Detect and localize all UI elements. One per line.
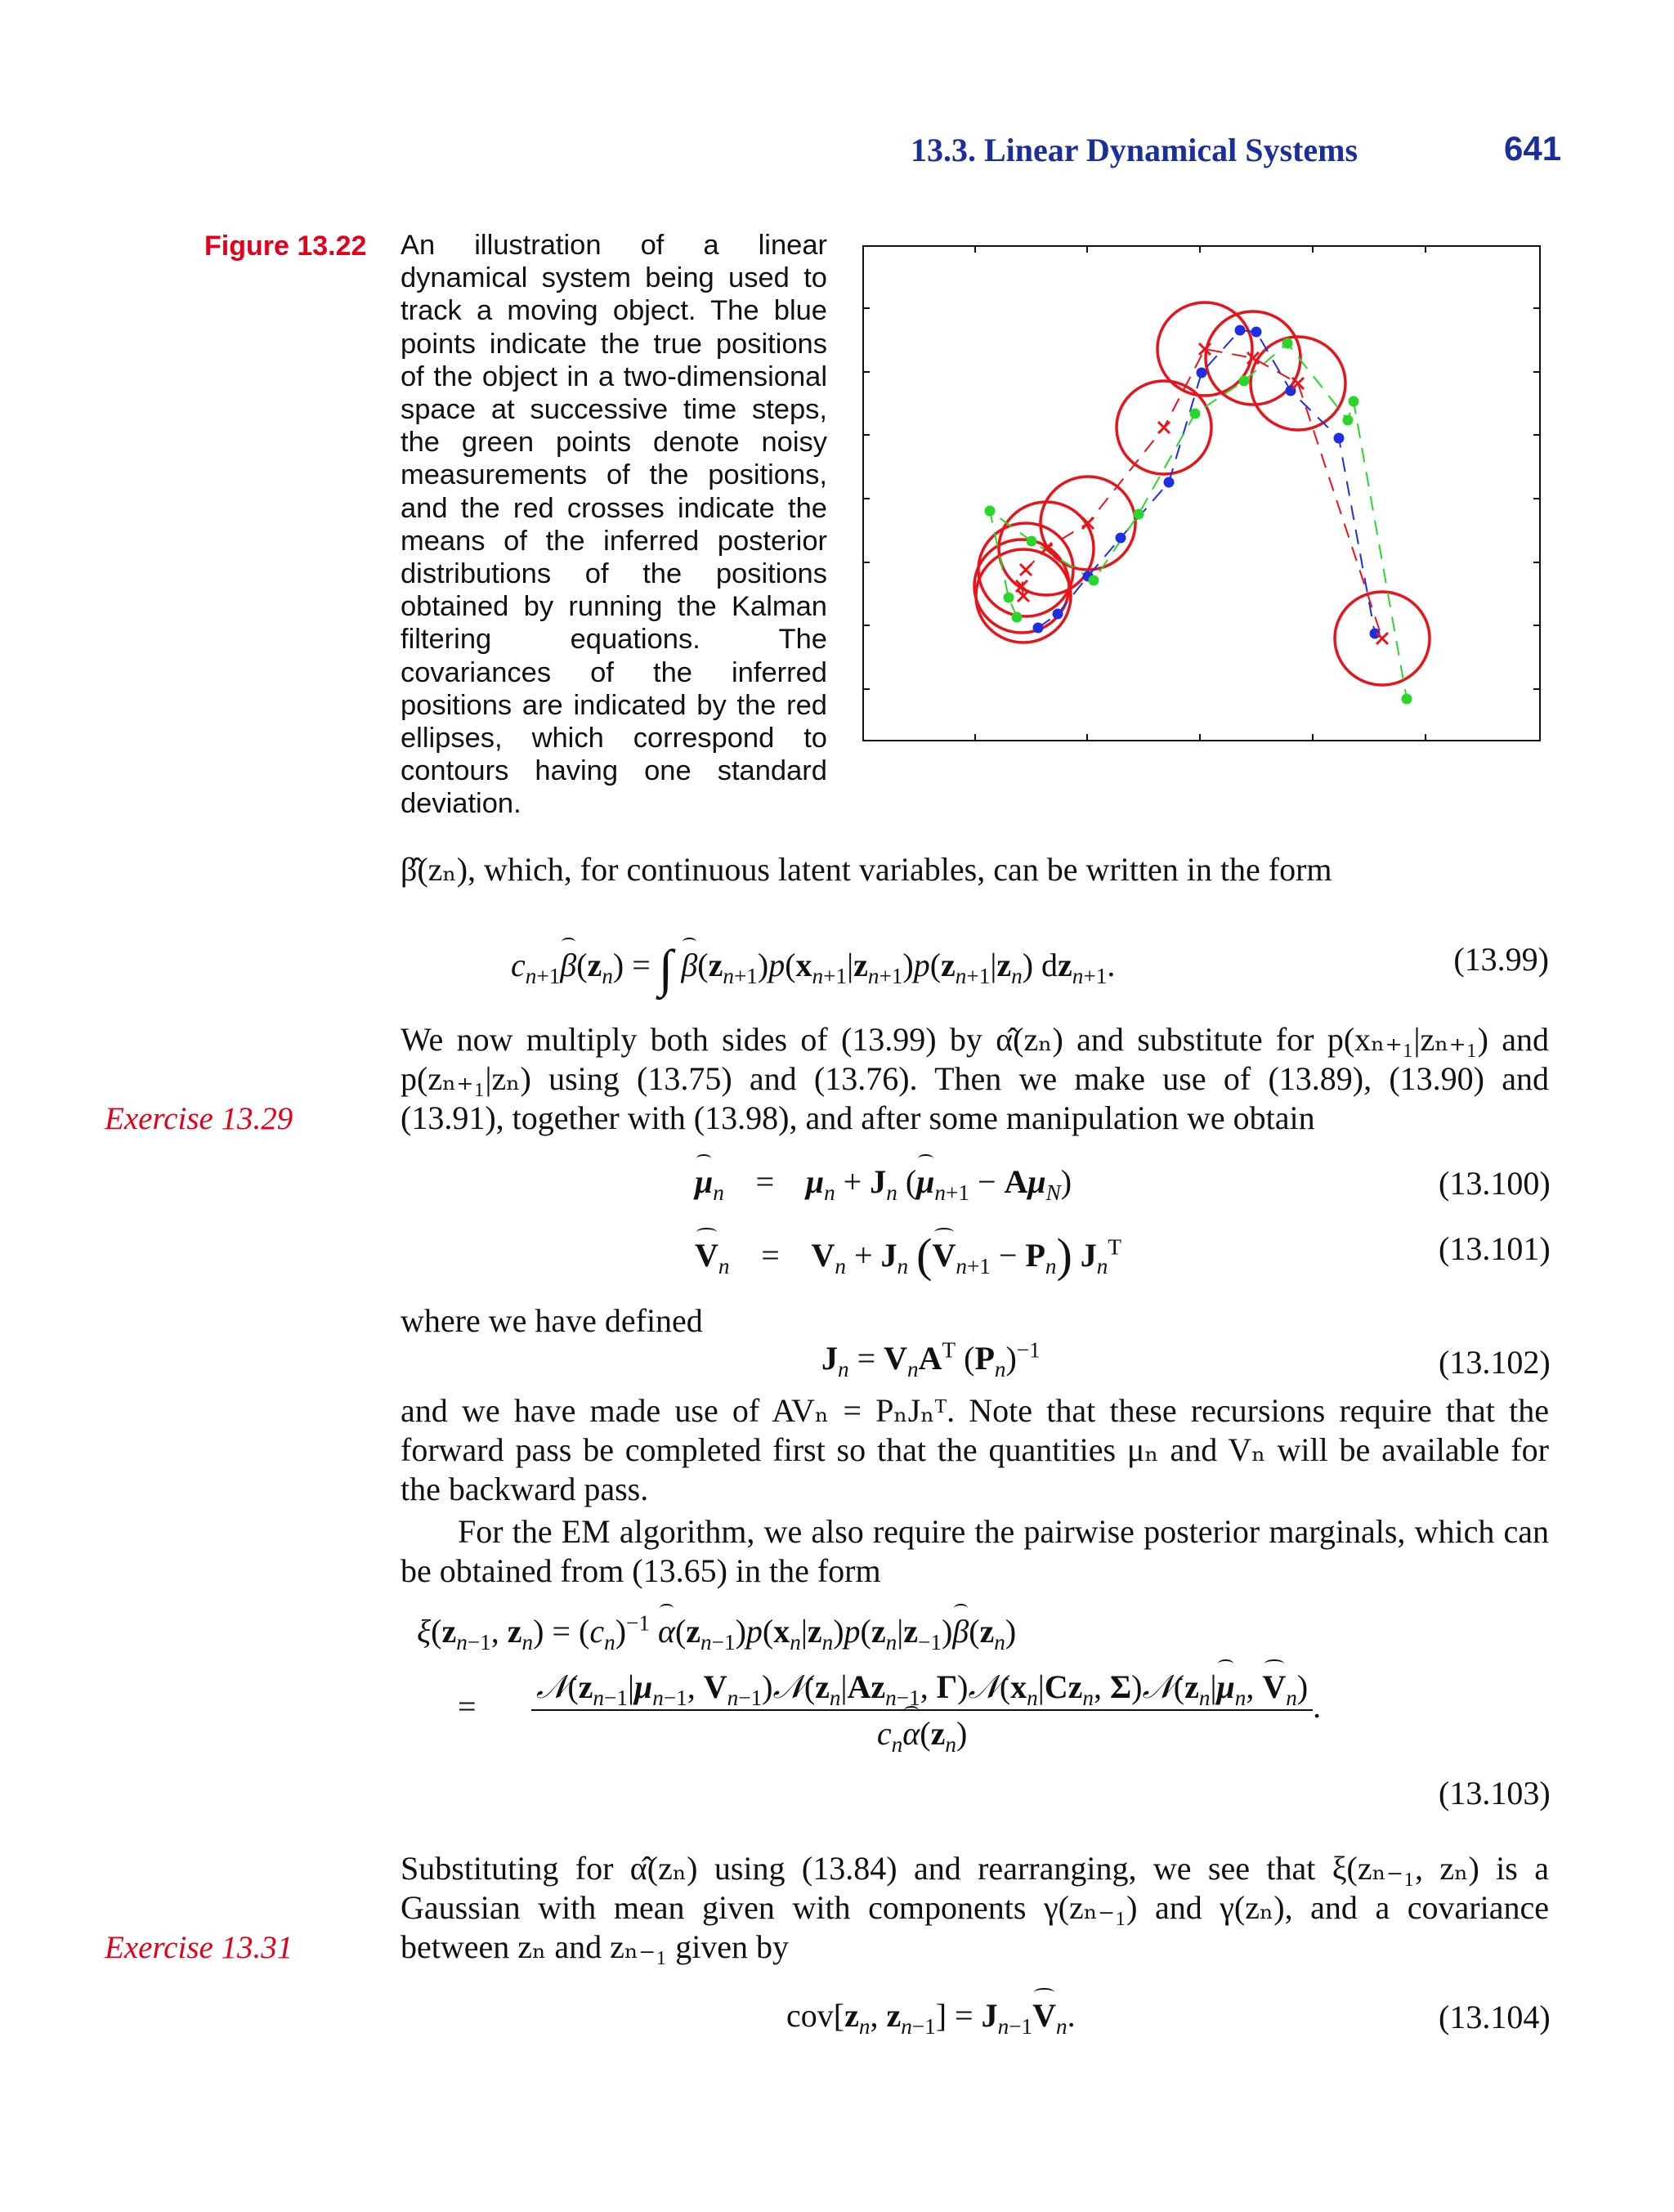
equation-13-102: $J_n = V_nA^T$ $(P_n)^{-1}$ (821, 1337, 1041, 1381)
posterior-mean-cross-9 (1376, 633, 1388, 644)
true-position-point-7 (1251, 327, 1262, 338)
blue-trajectory-line (1038, 330, 1375, 634)
equation-number-13-99: (13.99) (1453, 941, 1549, 978)
measurement-point-6 (1190, 409, 1201, 419)
measurement-point-4 (1089, 575, 1099, 586)
figure-label: Figure 13.22 (204, 231, 367, 262)
figure-caption: An illustration of a linear dynamical system being used to track a moving object. The blue points indicate the true positions of the object in a two-dimensional space at successive time steps, the green points denote noisy measurements of the positions, and the red crosses indicate the means of the inferred posterior distributions of the positions obtained by running the Kalman filtering equations. The covariances of the inferred positions are indicated by the red ellipses, which correspond to contours having one standard deviation. (401, 230, 827, 820)
measurement-point-5 (1134, 509, 1144, 520)
true-position-point-1 (1053, 609, 1063, 620)
measurement-point-0 (1012, 612, 1023, 623)
plot-ticks (863, 246, 1540, 741)
margin-note-exercise-13-29: Exercise 13.29 (105, 1101, 293, 1136)
equation-13-103-line-2: = $\frac{𝒩(z_{n-1}|\mu_{n-1}, V_{n-1})𝒩(z_n|Az_{n-1}, \Gamma)𝒩(x_n|Cz_n, \Sigma)𝒩(z_n|\mu_n, V_n)}{c_n\alpha(z_n)}$ . (458, 1668, 1322, 1757)
equation-13-100: $\mu_n = \mu_n + J_n$ $(\mu_{n+1} - A\mu_N)$ (695, 1163, 1072, 1205)
measurement-point-11 (1402, 694, 1412, 705)
true-position-point-3 (1116, 533, 1126, 544)
measurement-point-2 (985, 506, 996, 517)
true-position-point-5 (1197, 368, 1207, 378)
equation-13-104: $cov[z_n$, $z_{n-1}] = J_{n-1}V_n$. (786, 1997, 1076, 2039)
margin-note-exercise-13-31: Exercise 13.31 (105, 1930, 293, 1965)
paragraph-2: where we have defined (401, 1302, 703, 1339)
plot-frame (863, 246, 1540, 741)
equation-13-103-line-1: $\xi(z_{n-1}$, $z_n) = (c_n)^{-1}$ $\alpha(z_{n-1})p(x_n|z_n)p(z_n|z_{-1})\beta(z_n)$ (417, 1610, 1017, 1655)
equation-13-101: $V_n = V_n + J_n$ $(V_{n+1} - P_n)$ $J_n^T$ (695, 1229, 1121, 1282)
equation-number-13-101: (13.101) (1439, 1230, 1551, 1267)
equation-number-13-100: (13.100) (1439, 1165, 1551, 1202)
posterior-mean-cross-2 (1020, 564, 1032, 575)
equation-13-99: $c_{n+1}\beta(z_n)$ = ∫ $\beta(z_{n+1})p(x_{n+1}|z_{n+1})p(z_{n+1}|z_n)$ $dz_{n+1}$. (511, 939, 1116, 997)
measurement-point-7 (1239, 376, 1250, 387)
equation-number-13-102: (13.102) (1439, 1344, 1551, 1381)
posterior-mean-cross-5 (1158, 422, 1170, 433)
true-position-point-4 (1164, 477, 1175, 488)
paragraph-3: and we have made use of AVₙ = PₙJₙᵀ. Note that these recursions require that the forward pass be completed first so that the quantities μₙ and Vₙ will be available for the backward pass. (401, 1392, 1549, 1507)
measurement-point-10 (1349, 396, 1359, 407)
equation-number-13-103: (13.103) (1439, 1775, 1551, 1811)
measurement-point-3 (1027, 536, 1037, 547)
measurement-point-8 (1282, 338, 1293, 349)
paragraph-5: Substituting for α̂(zₙ) using (13.84) and rearranging, we see that ξ(zₙ₋₁, zₙ) is a Gaussian with mean given with components γ(zₙ₋₁) and γ(zₙ), and a covariance between zₙ and zₙ₋₁ given by (401, 1850, 1549, 1965)
true-position-point-6 (1235, 325, 1246, 336)
tracking-plot (862, 245, 1541, 748)
red-trajectory-line (1022, 349, 1382, 638)
page-number: 641 (1504, 129, 1562, 168)
equation-number-13-104: (13.104) (1439, 1999, 1551, 2035)
intro-line: β̂(zₙ), which, for continuous latent variables, can be written in the form (401, 851, 1332, 888)
paragraph-1: We now multiply both sides of (13.99) by α̂(zₙ) and substitute for p(xₙ₊₁|zₙ₊₁) and p(zₙ₊₁|zₙ) using (13.75) and (13.76). Then we make use of (13.89), (13.90) and (13.91), together with (13.98), and after some manipulation we obtain (401, 1021, 1549, 1136)
true-position-point-9 (1334, 433, 1345, 444)
true-position-point-0 (1033, 623, 1044, 634)
running-head: 13.3. Linear Dynamical Systems (911, 132, 1358, 168)
paragraph-4: For the EM algorithm, we also require the pairwise posterior marginals, which can be obtained from (13.65) in the form (401, 1513, 1549, 1589)
measurement-point-1 (1004, 593, 1014, 603)
measurement-point-9 (1343, 415, 1354, 426)
